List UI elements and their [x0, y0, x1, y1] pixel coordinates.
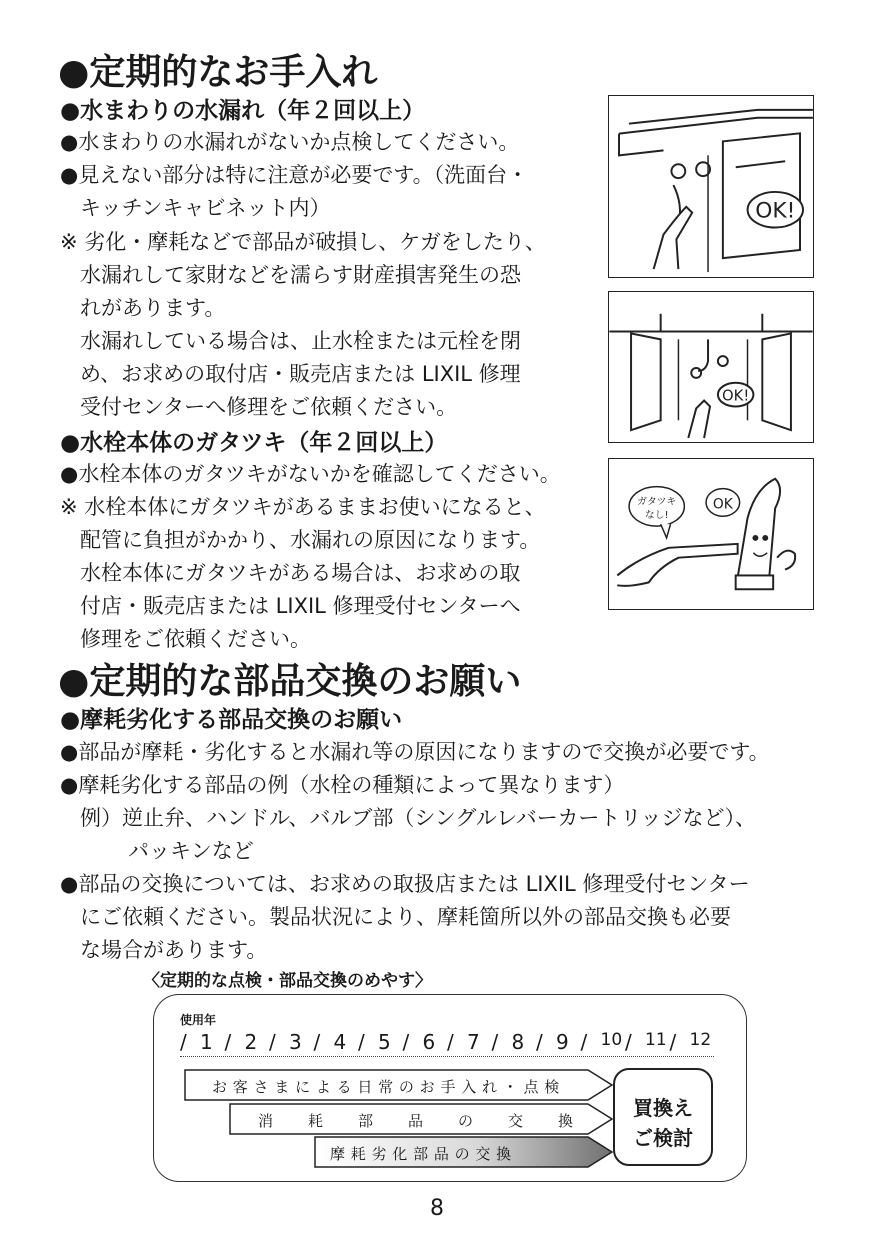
leak-note-5: め、お求めの取付店・販売店または LIXIL 修理 [80, 362, 521, 386]
faucet-character-drawing [609, 459, 813, 609]
year-separator: / [536, 1030, 543, 1054]
wobble-line-5: 付店・販売店または LIXIL 修理受付センターへ [80, 594, 521, 618]
year-6: 6 [422, 1030, 436, 1054]
year-12: 12 [689, 1030, 712, 1050]
consumables-char: 換 [558, 1112, 574, 1130]
illustration-kitchen-cabinet [608, 95, 814, 278]
illustration-vanity-cabinet [608, 291, 814, 443]
year-separator: / [447, 1030, 454, 1054]
year-5: 5 [378, 1030, 391, 1054]
bar-worn-parts-label: 摩 耗 劣 化 部 品 の 交 換 [330, 1145, 512, 1163]
parts-line-6: にご依頼ください。製品状況により、摩耗箇所以外の部品交換も必要 [80, 905, 731, 929]
wobble-line-4: 水栓本体にガタツキがある場合は、お求めの取 [80, 561, 521, 585]
year-separator: / [580, 1030, 588, 1054]
wobble-line-2: ※ 水栓本体にガタツキがあるままお使いになると、 [60, 495, 546, 519]
year-separator: / [224, 1030, 232, 1054]
timeline-title: 〈定期的な点検・部品交換のめやす〉 [143, 971, 432, 991]
year-11: 11 [645, 1030, 667, 1050]
leak-note-2: 水漏れして家財などを濡らす財産損害発生の恐 [80, 263, 521, 287]
year-8: 8 [511, 1030, 525, 1054]
bar-daily-care-label: お 客 さ ま に よ る 日 常 の お 手 入 れ ・ 点 検 [212, 1078, 560, 1096]
kitchen-cabinet-drawing [609, 96, 813, 277]
year-2: 2 [244, 1030, 258, 1054]
wobble-line-1: ●水栓本体のガタツキがないかを確認してください。 [60, 462, 561, 486]
year-3: 3 [289, 1030, 302, 1054]
consumables-char: 耗 [308, 1112, 324, 1130]
replacement-box [613, 1068, 713, 1166]
parts-line-3: 例）逆止弁、ハンドル、バルブ部（シングルレバーカートリッジなど）、 [80, 806, 756, 830]
parts-line-5: ●部品の交換については、お求めの取扱店または LIXIL 修理受付センター [60, 872, 750, 896]
year-7: 7 [467, 1030, 480, 1054]
heading-faucet-wobble: ●水栓本体のガタツキ（年２回以上） [60, 430, 448, 456]
fig2-ok-text: OK! [722, 387, 750, 405]
wobble-line-3: 配管に負担がかかり、水漏れの原因になります。 [80, 528, 541, 552]
leak-note-3: れがあります。 [80, 296, 226, 320]
fig3-ok-text: OK [712, 496, 733, 513]
consumables-char: の [458, 1112, 474, 1130]
section-title-parts-replacement: ●定期的な部品交換のお願い [58, 661, 522, 702]
year-baseline [180, 1056, 714, 1057]
year-separator: / [358, 1030, 365, 1054]
heading-worn-parts: ●摩耗劣化する部品交換のお願い [60, 707, 403, 733]
year-separator: / [402, 1030, 410, 1054]
replacement-line-2: ご検討 [633, 1126, 693, 1150]
leak-line-1: ●水まわりの水漏れがないか点検してください。 [60, 130, 520, 154]
year-separator: / [269, 1030, 276, 1054]
year-10: 10 [600, 1030, 623, 1050]
leak-line-3: キッチンキャビネット内） [80, 196, 331, 220]
bar-consumables-label [258, 1110, 588, 1132]
year-separator: / [180, 1030, 187, 1054]
replacement-line-1: 買換え [633, 1096, 693, 1120]
year-separator: / [669, 1030, 677, 1054]
year-separator: / [491, 1030, 499, 1054]
heading-water-leak: ●水まわりの水漏れ（年２回以上） [60, 98, 426, 124]
year-separator: / [313, 1030, 321, 1054]
section-title-maintenance: ●定期的なお手入れ [58, 52, 378, 93]
illustration-faucet-character [608, 458, 814, 610]
consumables-char: 交 [508, 1112, 524, 1130]
fig3-bubble-text-1: ガタツキ [637, 496, 677, 508]
parts-line-7: な場合があります。 [80, 938, 268, 962]
page-number: 8 [430, 1196, 444, 1221]
wobble-line-6: 修理をご依頼ください。 [80, 627, 311, 651]
year-4: 4 [333, 1030, 347, 1054]
year-1: 1 [200, 1030, 213, 1054]
parts-line-1: ●部品が摩耗・劣化すると水漏れ等の原因になりますので交換が必要です。 [60, 740, 770, 764]
leak-note-4: 水漏れしている場合は、止水栓または元栓を閉 [80, 329, 521, 353]
fig3-bubble-text-2: なし! [644, 510, 669, 522]
leak-note-1: ※ 劣化・摩耗などで部品が破損し、ケガをしたり、 [60, 230, 546, 254]
leak-line-2: ●見えない部分は特に注意が必要です。（洗面台・ [60, 163, 529, 187]
consumables-char: 部 [358, 1112, 374, 1130]
leak-note-6: 受付センターへ修理をご依頼ください。 [80, 395, 458, 419]
consumables-char: 品 [408, 1112, 424, 1130]
year-9: 9 [556, 1030, 569, 1054]
fig1-ok-text: OK! [755, 198, 796, 224]
years-used-label: 使用年 [180, 1013, 217, 1027]
year-separator: / [625, 1030, 632, 1054]
year-scale [180, 1030, 720, 1060]
consumables-char: 消 [258, 1112, 274, 1130]
parts-line-2: ●摩耗劣化する部品の例（水栓の種類によって異なります） [60, 773, 625, 797]
parts-line-4: パッキンなど [128, 839, 254, 863]
vanity-cabinet-drawing [609, 292, 813, 442]
